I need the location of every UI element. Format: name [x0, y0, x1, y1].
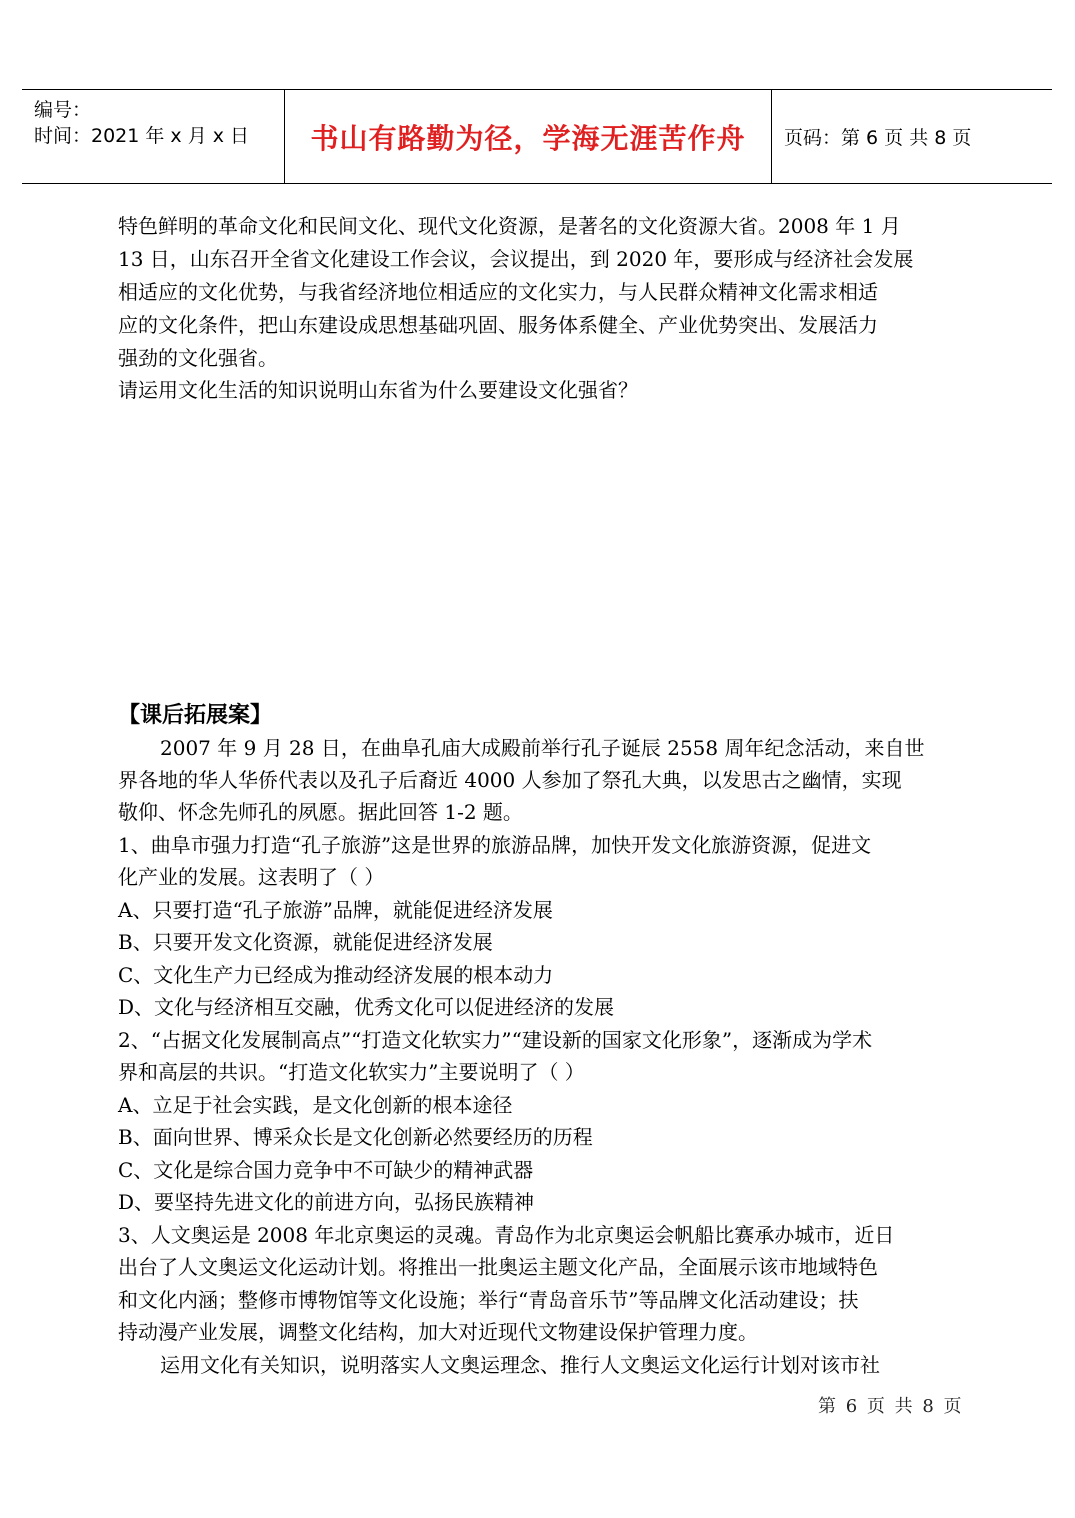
- q2-option-a: A、立足于社会实践，是文化创新的根本途径: [118, 1093, 513, 1117]
- q2-line: 2、“占据文化发展制高点”“打造文化软实力”“建设新的国家文化形象”，逐渐成为学术: [118, 1028, 873, 1052]
- q1-line: 化产业的发展。这表明了（ ）: [118, 865, 385, 889]
- q1-line: 1、曲阜市强力打造“孔子旅游”这是世界的旅游品牌，加快开发文化旅游资源，促进文: [118, 833, 872, 857]
- q3-line: 和文化内涵；整修市博物馆等文化设施；举行“青岛音乐节”等品牌文化活动建设；扶: [118, 1288, 859, 1312]
- intro-line: 界各地的华人华侨代表以及孔子后裔近 4000 人参加了祭孔大典，以发思古之幽情，实现: [118, 768, 902, 792]
- q1-option-b: B、只要开发文化资源，就能促进经济发展: [118, 930, 493, 954]
- passage-line: 应的文化条件，把山东建设成思想基础巩固、服务体系健全、产业优势突出、发展活力: [118, 313, 878, 337]
- q3-line: 持动漫产业发展，调整文化结构，加大对近现代文物建设保护管理力度。: [118, 1320, 758, 1344]
- q3-line: 3、人文奥运是 2008 年北京奥运的灵魂。青岛作为北京奥运会帆船比赛承办城市，近日: [118, 1223, 895, 1247]
- q2-option-d: D、要坚持先进文化的前进方向，弘扬民族精神: [118, 1190, 535, 1214]
- page-footer: 第 6 页 共 8 页: [818, 1396, 964, 1417]
- q2-line: 界和高层的共识。“打造文化软实力”主要说明了（ ）: [118, 1060, 585, 1084]
- q3-line: 出台了人文奥运文化运动计划。将推出一批奥运主题文化产品，全面展示该市地域特色: [118, 1255, 878, 1279]
- number-label: 编号：: [34, 99, 92, 121]
- passage-line: 13 日，山东召开全省文化建设工作会议，会议提出，到 2020 年，要形成与经济社会发展: [118, 247, 914, 271]
- q3-prompt: 运用文化有关知识，说明落实人文奥运理念、推行人文奥运文化运行计划对该市社: [160, 1353, 880, 1377]
- time-label: 时间：2021 年 x 月 x 日: [34, 125, 250, 147]
- header-table: [22, 89, 1052, 184]
- q2-option-b: B、面向世界、博采众长是文化创新必然要经历的历程: [118, 1125, 593, 1149]
- intro-line: 敬仰、怀念先师孔的夙愿。据此回答 1-2 题。: [118, 800, 523, 824]
- question-line: 请运用文化生活的知识说明山东省为什么要建设文化强省？: [118, 378, 638, 402]
- q1-option-d: D、文化与经济相互交融，优秀文化可以促进经济的发展: [118, 995, 615, 1019]
- q1-option-c: C、文化生产力已经成为推动经济发展的根本动力: [118, 963, 554, 987]
- passage-line: 强劲的文化强省。: [118, 346, 278, 370]
- page-info: 页码：第 6 页 共 8 页: [784, 127, 972, 149]
- q2-option-c: C、文化是综合国力竞争中不可缺少的精神武器: [118, 1158, 534, 1182]
- header-motto-cell: [285, 90, 772, 183]
- q1-option-a: A、只要打造“孔子旅游”品牌，就能促进经济发展: [118, 898, 553, 922]
- motto: 书山有路勤为径，学海无涯苦作舟: [310, 121, 746, 155]
- passage-line: 特色鲜明的革命文化和民间文化、现代文化资源，是著名的文化资源大省。2008 年 1 月: [118, 214, 901, 238]
- section-title: 【课后拓展案】: [118, 702, 273, 728]
- header-meta-cell: [22, 90, 285, 183]
- passage-line: 相适应的文化优势，与我省经济地位相适应的文化实力，与人民群众精神文化需求相适: [118, 280, 878, 304]
- intro-line: 2007 年 9 月 28 日，在曲阜孔庙大成殿前举行孔子诞辰 2558 周年纪念活动，来自世: [160, 736, 925, 760]
